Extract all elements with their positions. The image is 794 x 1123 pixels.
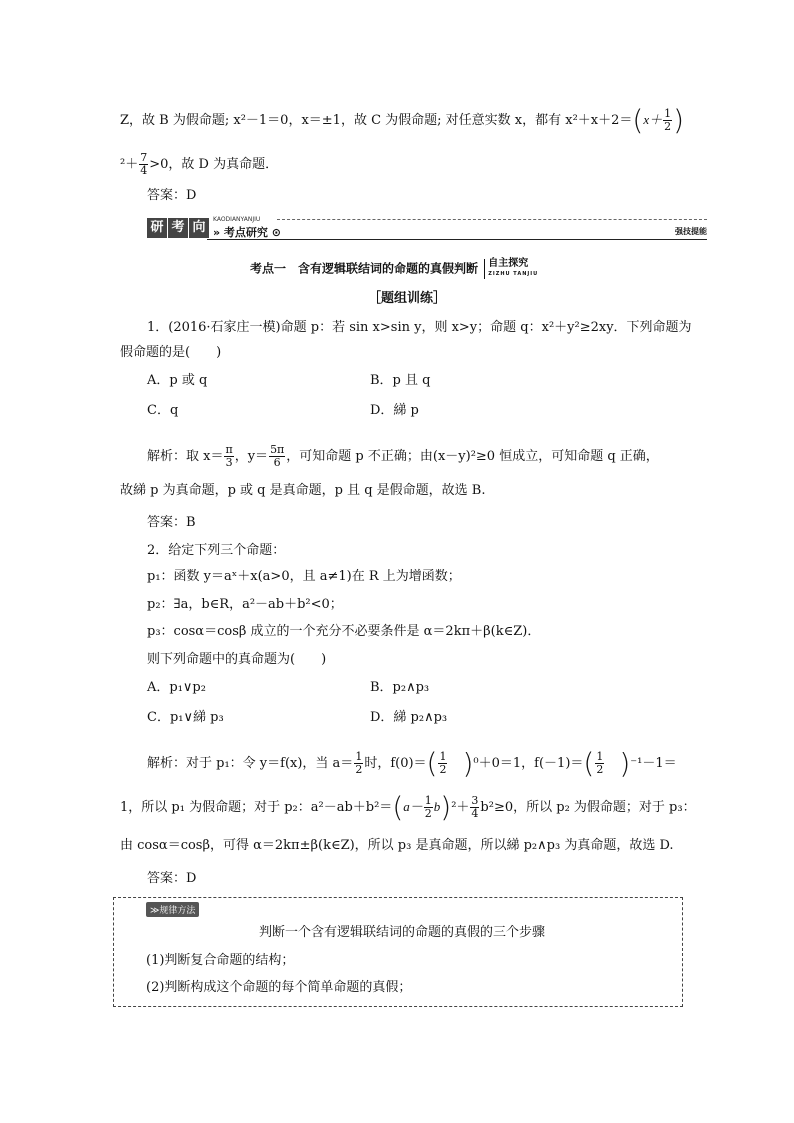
fraction-half-3: $\frac{1}{2}$ <box>439 750 447 776</box>
paren-open: ( <box>632 103 644 137</box>
fraction-5pi-6: $\frac{5\pi}{6}$ <box>270 443 285 469</box>
q2-p1: p₁：函数 y＝aˣ＋x(a>0，且 a≠1)在 R 上为增函数； <box>147 569 461 584</box>
band-right-label: 强技提能 <box>675 227 707 236</box>
solution-1-line-1 <box>147 444 659 469</box>
fraction-half-4: $\frac{1}{2}$ <box>596 750 604 776</box>
s1-pre: 解析：取 x＝ <box>147 449 224 464</box>
method-title: 判断一个含有逻辑联结词的命题的真假的三个步骤 <box>259 925 546 940</box>
section-title <box>250 259 538 279</box>
q1-option-a: A．p 或 q <box>147 373 208 388</box>
q1-option-d: D．綈 p <box>370 403 419 418</box>
s2b-mid: ²＋ <box>451 800 470 815</box>
q1-option-c: C．q <box>147 403 179 418</box>
q2-prompt: 则下列命题中的真命题为( ) <box>147 652 327 667</box>
band-baseline <box>207 239 707 240</box>
section-title-text: 考点一 含有逻辑联结词的命题的真假判断 <box>250 261 479 276</box>
s2a-mid2: ⁰＋0＝1，f(－1)＝ <box>473 756 584 771</box>
solution-2-line-2: 1，所以 p₁ 为假命题；对于 p₂：a²－ab＋b²＝(a－ $\frac{1}{2}$ b)²＋ $\frac{3}{4}$ b²≥0，所以 p₂ 为假命题；对于 p₃： <box>120 790 696 824</box>
s2b-pre: 1，所以 p₁ 为假命题；对于 p₂：a²－ab＋b²＝ <box>120 800 393 815</box>
method-box <box>113 897 683 1007</box>
band-box-1: 研 <box>147 218 167 238</box>
band-boxes <box>147 218 210 238</box>
fraction-pi-3: $\frac{\pi}{3}$ <box>225 443 233 469</box>
method-step-1: (1)判断复合命题的结构； <box>146 953 295 968</box>
solution-2-line-1: 解析：对于 p₁：令 y＝f(x)，当 a＝ $\frac{1}{2}$ 时，f(0)＝( $\frac{1}{2}$ )⁰＋0＝1，f(－1)＝( $\frac{1}{2}$ )⁻¹－1＝ <box>147 746 677 780</box>
section-tag <box>484 259 538 279</box>
fraction-3-4: $\frac{3}{4}$ <box>471 794 479 820</box>
section-header-band <box>147 216 707 240</box>
s2a-mid: 时，f(0)＝ <box>364 756 427 771</box>
text-l2b: >0，故 D 为真命题． <box>149 157 279 172</box>
text-l1: Z，故 B 为假命题; x²－1＝0，x＝±1，故 C 为假命题; 对任意实数 x，都有 x²＋x＋2＝ <box>120 113 633 128</box>
text-line-2 <box>120 152 278 177</box>
method-tag: ≫规律方法 <box>146 902 199 917</box>
fraction-half-1: $\frac{1}{2}$ <box>664 107 672 133</box>
paren-close: ) <box>673 103 685 137</box>
s1-mid: ，y＝ <box>234 449 269 464</box>
q1-option-b: B．p 且 q <box>370 373 431 388</box>
section-tag-text: 自主探究 <box>488 258 529 269</box>
q2-p2: p₂：∃a，b∈R，a²－ab＋b²<0； <box>147 597 343 612</box>
band-box-2: 考 <box>168 218 188 238</box>
fraction-half-5: $\frac{1}{2}$ <box>424 794 432 820</box>
q2-option-d: D．綈 p₂∧p₃ <box>370 710 448 725</box>
fraction-half-2: $\frac{1}{2}$ <box>355 750 363 776</box>
band-pinyin: KAODIANYANJIU <box>213 216 261 223</box>
answer-3: 答案：D <box>147 871 197 886</box>
band-title: » 考点研究 ⊙ <box>213 226 281 239</box>
s1-post: ，可知命题 p 不正确；由(x－y)²≥0 恒成立，可知命题 q 正确， <box>286 449 659 464</box>
s2a-post: ⁻¹－1＝ <box>630 756 677 771</box>
q2-option-a: A．p₁∨p₂ <box>147 680 206 695</box>
s2b-post: b²≥0，所以 p₂ 为假命题；对于 p₃： <box>480 800 696 815</box>
band-dash-divider <box>277 219 707 220</box>
answer-1: 答案：D <box>147 188 197 203</box>
method-step-2: (2)判断构成这个命题的每个简单命题的真假； <box>146 980 412 995</box>
q2-p3: p₃：cosα＝cosβ 成立的一个充分不必要条件是 α＝2kπ＋β(k∈Z)． <box>147 624 541 639</box>
q2-intro: 2．给定下列三个命题： <box>147 543 286 558</box>
q2-option-c: C．p₁∨綈 p₃ <box>147 710 224 725</box>
text-l2a: ²＋ <box>120 157 139 172</box>
q2-option-b: B．p₂∧p₃ <box>370 680 430 695</box>
solution-2-line-3: 由 cosα＝cosβ，可得 α＝2kπ±β(k∈Z)，所以 p₃ 是真命题，所以綈 p₂∧p₃ 为真命题，故选 D. <box>120 838 674 853</box>
text-line-1: Z，故 B 为假命题; x²－1＝0，x＝±1，故 C 为假命题; 对任意实数 x，都有 x²＋x＋2＝(x＋ $\frac{1}{2}$ ) <box>120 103 685 137</box>
s2a-pre: 解析：对于 p₁：令 y＝f(x)，当 a＝ <box>147 756 354 771</box>
section-tag-pinyin: ZIZHU TANJIU <box>488 271 539 277</box>
band-box-3: 向 <box>189 218 209 238</box>
answer-2: 答案：B <box>147 515 196 530</box>
q1-line-2: 假命题的是( ) <box>120 345 222 360</box>
q1-line-1: 1．(2016·石家庄一模)命题 p：若 sin x>sin y，则 x>y；命题 q：x²＋y²≥2xy．下列命题为 <box>147 320 692 335</box>
fraction-seven-four: $\frac{7}{4}$ <box>140 151 148 177</box>
group-title: ［题组训练］ <box>368 291 447 306</box>
solution-1-line-2: 故綈 p 为真命题，p 或 q 是真命题，p 且 q 是假命题，故选 B. <box>120 483 486 498</box>
